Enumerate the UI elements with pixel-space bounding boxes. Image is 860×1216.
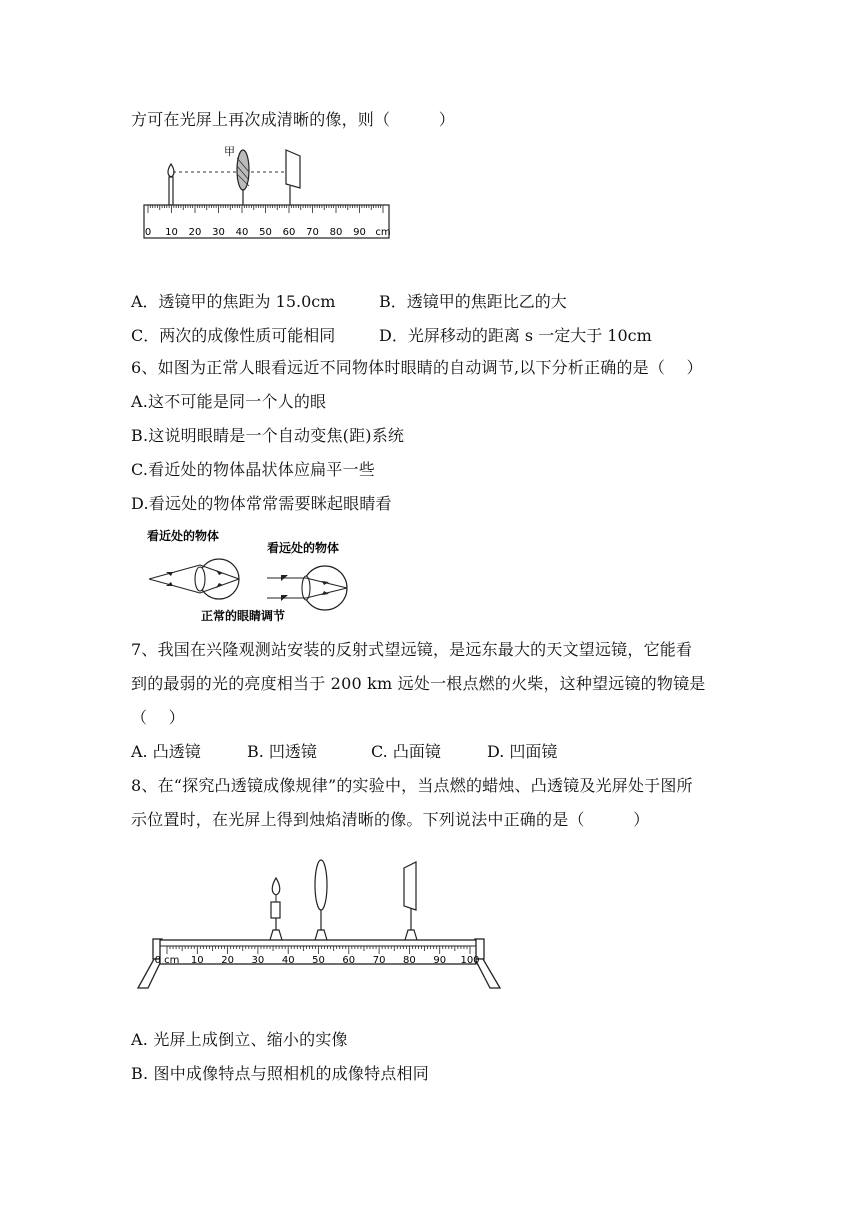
ruler-tick-label: 90	[433, 955, 447, 966]
ruler-tick-label: 0 cm	[154, 955, 180, 966]
q7-option-c[interactable]: C. 凸面镜	[371, 742, 441, 761]
ruler-tick-label: 30	[212, 227, 225, 238]
ruler-tick-label: 40	[235, 227, 249, 238]
q5-option-c[interactable]: C．两次的成像性质可能相同	[131, 326, 336, 345]
q7-option-b[interactable]: B. 凹透镜	[247, 742, 317, 761]
ruler-tick-label: 80	[403, 955, 416, 966]
q5-optical-bench-figure	[140, 142, 400, 242]
q5-option-b[interactable]: B．透镜甲的焦距比乙的大	[379, 292, 567, 311]
lens-label: 甲	[224, 145, 235, 158]
ruler-tick-label: 80	[329, 227, 343, 238]
near-eye	[149, 559, 239, 599]
light-screen	[404, 862, 417, 940]
eye-figure-caption: 正常的眼睛调节	[201, 609, 286, 623]
q7-option-a[interactable]: A. 凸透镜	[131, 742, 201, 761]
q8-stem-line-2: 示位置时，在光屏上得到烛焰清晰的像。下列说法中正确的是（ ）	[131, 810, 650, 829]
ruler-tick-label: 30	[251, 955, 265, 966]
q6-option-b[interactable]: B.这说明眼睛是一个自动变焦(距)系统	[131, 426, 405, 445]
q6-stem: 6、如图为正常人眼看远近不同物体时眼睛的自动调节,以下分析正确的是（ ）	[131, 358, 703, 377]
q5-stem-tail: 方可在光屏上再次成清晰的像，则（ ）	[131, 110, 456, 129]
light-screen	[286, 150, 300, 205]
q5-option-d[interactable]: D．光屏移动的距离 s 一定大于 10cm	[379, 326, 652, 345]
far-eye	[267, 566, 347, 610]
q5-option-a[interactable]: A．透镜甲的焦距为 15.0cm	[131, 292, 336, 311]
q6-option-c[interactable]: C.看近处的物体晶状体应扁平一些	[131, 460, 375, 479]
candle	[270, 878, 282, 940]
q8-option-a[interactable]: A. 光屏上成倒立、缩小的实像	[131, 1030, 348, 1049]
ruler-tick-label: 0	[144, 227, 152, 238]
ruler-tick-label: 60	[282, 227, 296, 238]
ruler-tick-label: 70	[306, 227, 319, 238]
ruler-tick-label: 50	[259, 227, 272, 238]
ruler-tick-label: 70	[372, 955, 386, 966]
q6-option-a[interactable]: A.这不可能是同一个人的眼	[131, 392, 327, 411]
ruler-tick-label: 20	[188, 227, 202, 238]
q8-optical-bench-figure	[136, 860, 506, 990]
q7-stem-line-2: 到的最弱的光的亮度相当于 200 km 远处一根点燃的火柴，这种望远镜的物镜是	[131, 674, 706, 693]
ruler-tick-label: cm	[375, 227, 391, 238]
q7-stem-line-1: 7、我国在兴隆观测站安装的反射式望远镜，是远东最大的天文望远镜，它能看	[131, 640, 693, 659]
q8-option-b[interactable]: B. 图中成像特点与照相机的成像特点相同	[131, 1064, 429, 1083]
ruler-tick-label: 50	[312, 955, 325, 966]
ruler-tick-label: 90	[353, 227, 366, 238]
ruler-tick-label: 10	[165, 227, 178, 238]
near-object-label: 看近处的物体	[147, 529, 220, 543]
ruler-tick-label: 100	[460, 955, 480, 966]
convex-lens	[315, 860, 327, 940]
q8-stem-line-1: 8、在“探究凸透镜成像规律”的实验中，当点燃的蜡烛、凸透镜及光屏处于图所	[131, 776, 693, 795]
bench-ruler	[155, 940, 480, 966]
lens-jia	[237, 150, 249, 205]
ruler-tick-label: 10	[190, 955, 204, 966]
far-object-label: 看远处的物体	[267, 541, 340, 555]
ruler-tick-label: 60	[342, 955, 356, 966]
candle	[168, 164, 174, 205]
ruler-tick-label: 40	[281, 955, 295, 966]
q6-option-d[interactable]: D.看远处的物体常常需要眯起眼睛看	[131, 494, 392, 513]
q7-stem-line-3: （ ）	[131, 708, 185, 727]
q7-option-d[interactable]: D. 凹面镜	[487, 742, 558, 761]
q6-eye-figure	[143, 522, 373, 632]
ruler-tick-label: 20	[221, 955, 234, 966]
ruler	[144, 205, 391, 238]
